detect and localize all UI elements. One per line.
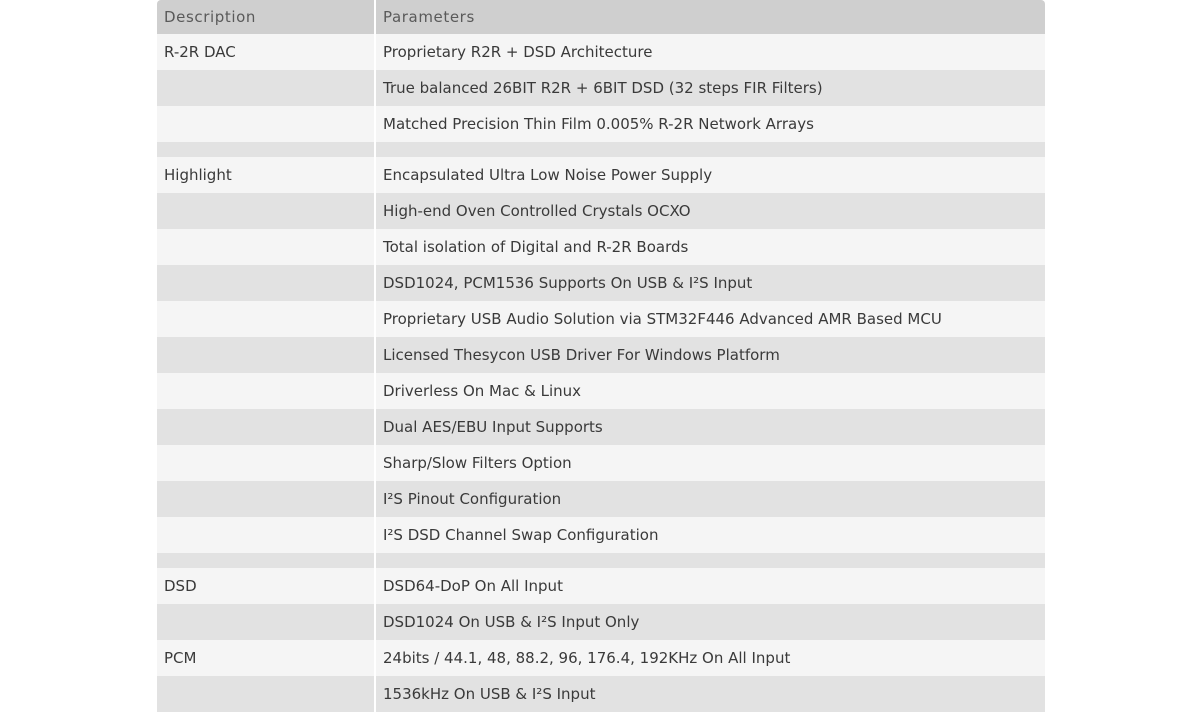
table-row — [157, 193, 1045, 229]
parameter-cell: Proprietary USB Audio Solution via STM32F446 Advanced AMR Based MCU — [375, 301, 1045, 337]
parameter-cell: I²S Pinout Configuration — [375, 481, 1045, 517]
parameter-cell: Encapsulated Ultra Low Noise Power Supply — [375, 157, 1045, 193]
description-cell — [157, 604, 375, 640]
table-row — [157, 373, 1045, 409]
description-cell — [157, 265, 375, 301]
table-row — [157, 481, 1045, 517]
parameter-cell: Total isolation of Digital and R-2R Boards — [375, 229, 1045, 265]
table-row — [157, 337, 1045, 373]
description-cell: R-2R DAC — [157, 34, 375, 70]
table-row — [157, 301, 1045, 337]
parameter-cell: DSD64-DoP On All Input — [375, 568, 1045, 604]
spec-table-header — [157, 0, 1045, 34]
table-row — [157, 445, 1045, 481]
description-cell: PCM — [157, 640, 375, 676]
parameter-cell: Driverless On Mac & Linux — [375, 373, 1045, 409]
parameter-cell — [375, 142, 1045, 157]
description-cell — [157, 373, 375, 409]
table-row — [157, 604, 1045, 640]
table-row — [157, 517, 1045, 553]
description-cell — [157, 70, 375, 106]
description-cell — [157, 301, 375, 337]
description-cell: DSD — [157, 568, 375, 604]
parameter-cell: Proprietary R2R + DSD Architecture — [375, 34, 1045, 70]
description-cell: Highlight — [157, 157, 375, 193]
table-row — [157, 157, 1045, 193]
description-cell — [157, 106, 375, 142]
header-parameters: Parameters — [375, 0, 1045, 34]
parameter-cell: DSD1024, PCM1536 Supports On USB & I²S Input — [375, 265, 1045, 301]
table-row — [157, 640, 1045, 676]
spacer-row — [157, 553, 1045, 568]
parameter-cell: Sharp/Slow Filters Option — [375, 445, 1045, 481]
parameter-cell: High-end Oven Controlled Crystals OCXO — [375, 193, 1045, 229]
parameter-cell: 24bits / 44.1, 48, 88.2, 96, 176.4, 192KHz On All Input — [375, 640, 1045, 676]
parameter-cell: True balanced 26BIT R2R + 6BIT DSD (32 steps FIR Filters) — [375, 70, 1045, 106]
parameter-cell: 1536kHz On USB & I²S Input — [375, 676, 1045, 712]
description-cell — [157, 481, 375, 517]
description-cell — [157, 553, 375, 568]
description-cell — [157, 193, 375, 229]
description-cell — [157, 676, 375, 712]
spec-table-body — [157, 34, 1045, 712]
description-cell — [157, 142, 375, 157]
parameter-cell: I²S DSD Channel Swap Configuration — [375, 517, 1045, 553]
description-cell — [157, 517, 375, 553]
spec-table — [157, 0, 1045, 712]
description-cell — [157, 409, 375, 445]
header-description: Description — [157, 0, 375, 34]
table-row — [157, 34, 1045, 70]
table-row — [157, 409, 1045, 445]
table-row — [157, 106, 1045, 142]
parameter-cell: Dual AES/EBU Input Supports — [375, 409, 1045, 445]
spacer-row — [157, 142, 1045, 157]
table-row — [157, 568, 1045, 604]
table-row — [157, 229, 1045, 265]
header-row — [157, 0, 1045, 34]
parameter-cell: Matched Precision Thin Film 0.005% R-2R Network Arrays — [375, 106, 1045, 142]
parameter-cell — [375, 553, 1045, 568]
parameter-cell: Licensed Thesycon USB Driver For Windows Platform — [375, 337, 1045, 373]
table-row — [157, 70, 1045, 106]
parameter-cell: DSD1024 On USB & I²S Input Only — [375, 604, 1045, 640]
table-row — [157, 265, 1045, 301]
description-cell — [157, 229, 375, 265]
table-row — [157, 676, 1045, 712]
description-cell — [157, 337, 375, 373]
description-cell — [157, 445, 375, 481]
